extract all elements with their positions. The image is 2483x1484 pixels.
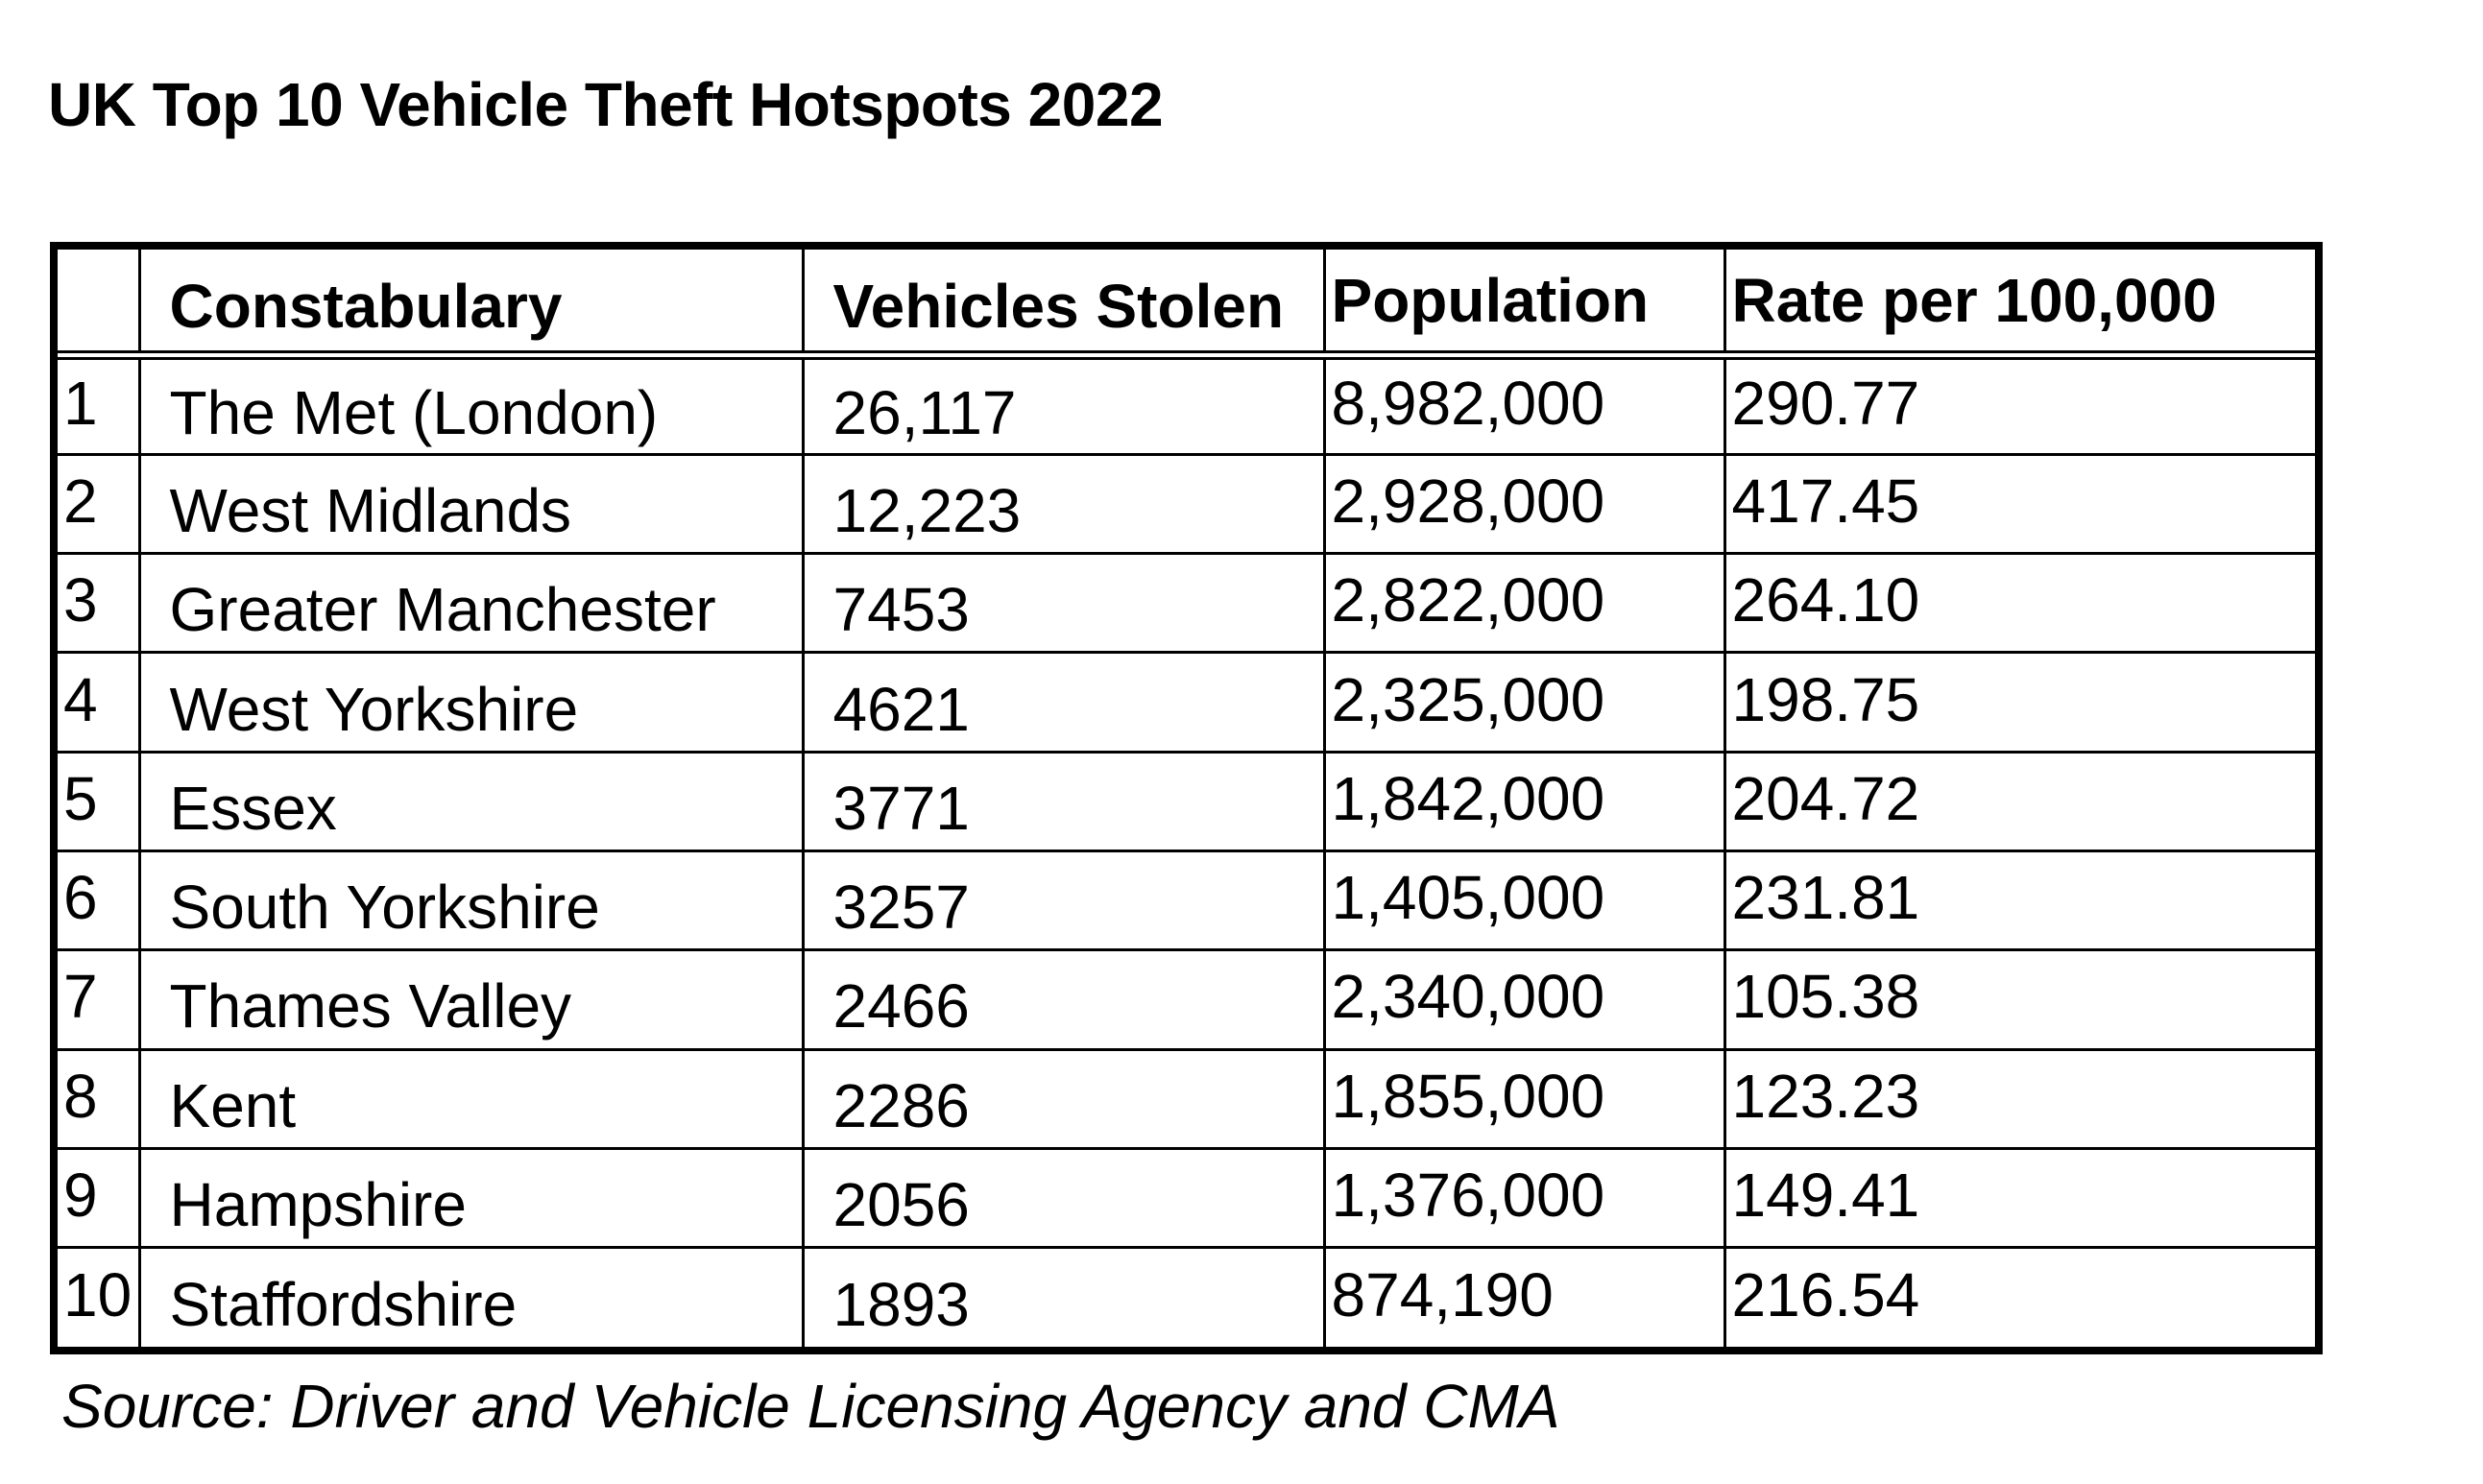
population-cell: 2,325,000: [1324, 653, 1724, 752]
rate-cell: 264.10: [1724, 554, 2315, 653]
theft-table: [58, 250, 2315, 1347]
rate-cell: 204.72: [1724, 752, 2315, 850]
constabulary-cell: West Yorkshire: [139, 653, 803, 752]
vehicles-stolen-cell: 3257: [803, 850, 1324, 949]
theft-table-frame: [50, 242, 2323, 1354]
table-row: [58, 1248, 2315, 1347]
rate-cell: 149.41: [1724, 1148, 2315, 1247]
table-row: [58, 752, 2315, 850]
population-cell: 8,982,000: [1324, 355, 1724, 454]
constabulary-cell: Essex: [139, 752, 803, 850]
rate-cell: 216.54: [1724, 1248, 2315, 1347]
constabulary-cell: The Met (London): [139, 355, 803, 454]
rank-cell: 1: [58, 355, 139, 454]
header-population: Population: [1324, 250, 1724, 355]
constabulary-cell: Greater Manchester: [139, 554, 803, 653]
constabulary-cell: Kent: [139, 1049, 803, 1148]
rank-cell: 5: [58, 752, 139, 850]
population-cell: 2,928,000: [1324, 454, 1724, 553]
rank-cell: 10: [58, 1248, 139, 1347]
rank-cell: 8: [58, 1049, 139, 1148]
table-row: [58, 554, 2315, 653]
vehicles-stolen-cell: 7453: [803, 554, 1324, 653]
constabulary-cell: Staffordshire: [139, 1248, 803, 1347]
vehicles-stolen-cell: 3771: [803, 752, 1324, 850]
vehicles-stolen-cell: 2056: [803, 1148, 1324, 1247]
vehicles-stolen-cell: 1893: [803, 1248, 1324, 1347]
rank-cell: 2: [58, 454, 139, 553]
rate-cell: 231.81: [1724, 850, 2315, 949]
rate-cell: 123.23: [1724, 1049, 2315, 1148]
population-cell: 2,822,000: [1324, 554, 1724, 653]
constabulary-cell: Thames Valley: [139, 950, 803, 1049]
rank-cell: 4: [58, 653, 139, 752]
population-cell: 2,340,000: [1324, 950, 1724, 1049]
constabulary-cell: South Yorkshire: [139, 850, 803, 949]
rate-cell: 417.45: [1724, 454, 2315, 553]
vehicles-stolen-cell: 2466: [803, 950, 1324, 1049]
header-constabulary: Constabulary: [139, 250, 803, 355]
vehicles-stolen-cell: 4621: [803, 653, 1324, 752]
table-row: [58, 1049, 2315, 1148]
vehicles-stolen-cell: 26,117: [803, 355, 1324, 454]
table-row: [58, 355, 2315, 454]
table-row: [58, 850, 2315, 949]
header-vehicles-stolen: Vehicles Stolen: [803, 250, 1324, 355]
rank-cell: 3: [58, 554, 139, 653]
rank-cell: 6: [58, 850, 139, 949]
population-cell: 1,376,000: [1324, 1148, 1724, 1247]
table-row: [58, 1148, 2315, 1247]
table-header-row: [58, 250, 2315, 355]
rank-cell: 7: [58, 950, 139, 1049]
rate-cell: 290.77: [1724, 355, 2315, 454]
source-note: Source: Driver and Vehicle Licensing Agency and CMA: [61, 1372, 1560, 1441]
vehicles-stolen-cell: 12,223: [803, 454, 1324, 553]
population-cell: 1,842,000: [1324, 752, 1724, 850]
rate-cell: 105.38: [1724, 950, 2315, 1049]
constabulary-cell: West Midlands: [139, 454, 803, 553]
header-rate: Rate per 100,000: [1724, 250, 2315, 355]
population-cell: 1,855,000: [1324, 1049, 1724, 1148]
table-row: [58, 454, 2315, 553]
vehicles-stolen-cell: 2286: [803, 1049, 1324, 1148]
page-title: UK Top 10 Vehicle Theft Hotspots 2022: [48, 70, 1164, 139]
rate-cell: 198.75: [1724, 653, 2315, 752]
population-cell: 1,405,000: [1324, 850, 1724, 949]
table-row: [58, 950, 2315, 1049]
rank-cell: 9: [58, 1148, 139, 1247]
constabulary-cell: Hampshire: [139, 1148, 803, 1247]
table-row: [58, 653, 2315, 752]
population-cell: 874,190: [1324, 1248, 1724, 1347]
header-rank: [58, 250, 139, 355]
